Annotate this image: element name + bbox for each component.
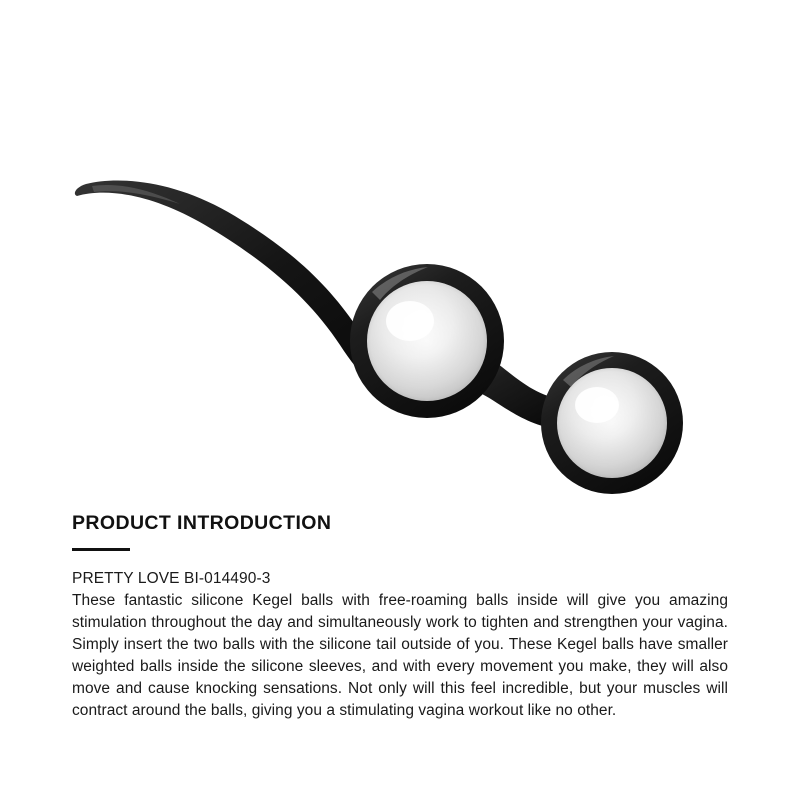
- product-description: These fantastic silicone Kegel balls with free-roaming balls inside will give you amazing stimulation throughout the day and simultaneously work to tighten and strengthen your vagina. Simply insert the two balls with the silicone tail outside of you. These Kegel balls have smaller weighted balls inside the silicone sleeves, and with every movement you make, they will also move and cause knocking sensations. Not only will this feel incredible, but your muscles will contract around the balls, giving you a stimulating vagina workout like no other.: [72, 592, 728, 720]
- ball-inner-2-shade: [557, 368, 667, 478]
- ball-highlight-2: [575, 387, 619, 423]
- ball-inner-1-shade: [367, 281, 487, 401]
- ball-highlight-1: [386, 301, 434, 341]
- title-divider: [72, 548, 130, 551]
- tail-cord: [75, 180, 400, 400]
- model-code: PRETTY LOVE BI-014490-3: [72, 570, 271, 588]
- product-introduction-block: [72, 512, 732, 722]
- page-title: PRODUCT INTRODUCTION: [72, 512, 332, 534]
